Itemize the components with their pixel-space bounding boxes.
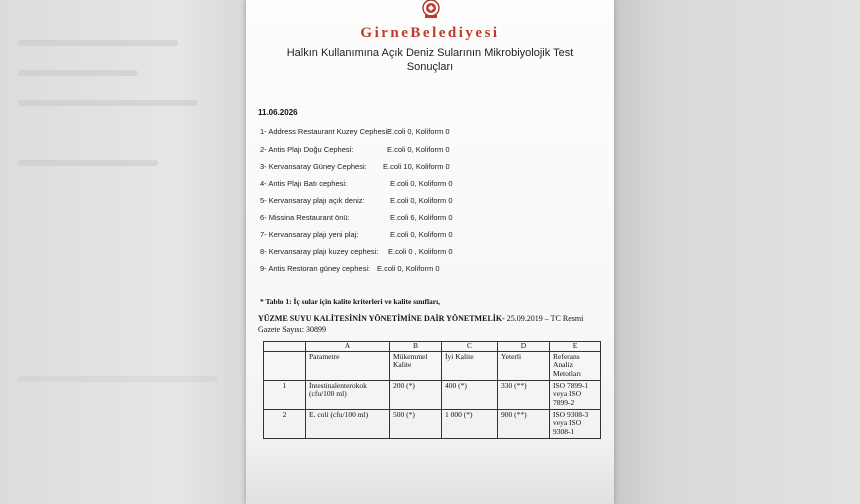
result-location: 6- Missina Restaurant önü: bbox=[260, 213, 350, 222]
table-cell: İntestinalenterokok (cfu/100 ml) bbox=[306, 380, 390, 409]
result-value: E.coli 0, Koliform 0 bbox=[390, 230, 453, 239]
result-value: E.coli 0, Koliform 0 bbox=[377, 264, 440, 273]
municipality-seal-icon bbox=[418, 0, 444, 20]
report-date: 11.06.2026 bbox=[258, 108, 298, 117]
column-letter: B bbox=[390, 342, 442, 352]
table-cell: 200 (*) bbox=[390, 380, 442, 409]
result-value: E.coli 10, Koliform 0 bbox=[383, 162, 450, 171]
table-cell: 400 (*) bbox=[442, 380, 498, 409]
table-cell: 1 bbox=[264, 380, 306, 409]
table-header-cell: Yeterli bbox=[498, 351, 550, 380]
result-location: 5- Kervansaray plajı açık deniz: bbox=[260, 196, 365, 205]
table-row bbox=[264, 409, 601, 438]
table-header-cell: Mükemmel Kalite bbox=[390, 351, 442, 380]
gazette-number: Gazete Sayısı: 30899 bbox=[258, 325, 326, 334]
blur-text-line bbox=[18, 70, 138, 76]
result-value: E.coli 0, Koliform 0 bbox=[387, 145, 450, 154]
result-location: 1- Address Restaurant Kuzey Cephesi : bbox=[260, 127, 392, 136]
table-header-cell: Referans Analiz Metotları bbox=[550, 351, 601, 380]
table-cell: 900 (**) bbox=[498, 409, 550, 438]
table-cell: 330 (**) bbox=[498, 380, 550, 409]
table-column-letters bbox=[264, 342, 601, 352]
table-row bbox=[264, 380, 601, 409]
table-caption: * Tablo 1: İç sular için kalite kriterleri ve kalite sınıfları, bbox=[260, 297, 441, 306]
column-letter: D bbox=[498, 342, 550, 352]
table-header-cell: Parametre bbox=[306, 351, 390, 380]
quality-criteria-table bbox=[263, 341, 601, 439]
result-value: E.coli 0 , Koliform 0 bbox=[388, 247, 453, 256]
result-value: E.coli 6, Koliform 0 bbox=[390, 213, 453, 222]
result-value: E.coli 0, Koliform 0 bbox=[387, 127, 450, 136]
table-cell: 500 (*) bbox=[390, 409, 442, 438]
document-title-line1: Halkın Kullanımına Açık Deniz Sularının Mikrobiyolojik Test bbox=[286, 47, 574, 59]
document-title-line2: Sonuçları bbox=[406, 61, 454, 73]
result-value: E.coli 0, Koliform 0 bbox=[390, 179, 453, 188]
table-header-row bbox=[264, 351, 601, 380]
brand-title: GirneBelediyesi bbox=[360, 25, 500, 41]
column-letter bbox=[264, 342, 306, 352]
table-cell: 2 bbox=[264, 409, 306, 438]
blur-text-line bbox=[18, 160, 158, 166]
regulation-name: YÜZME SUYU KALİTESİNİN YÖNETİMİNE DAİR YÖNETMELİK- bbox=[258, 314, 505, 323]
table-cell: ISO 7899-1 veya ISO 7899-2 bbox=[550, 380, 601, 409]
result-location: 8- Kervansaray plajı kuzey cephesi: bbox=[260, 247, 379, 256]
column-letter: E bbox=[550, 342, 601, 352]
paper-shadow bbox=[246, 440, 614, 504]
regulation-reference bbox=[258, 314, 583, 323]
result-location: 2- Antis Plajı Doğu Cephesi: bbox=[260, 145, 354, 154]
result-location: 9- Antis Restoran güney cephesi: bbox=[260, 264, 371, 273]
background-left bbox=[0, 0, 250, 504]
blur-text-line bbox=[18, 100, 198, 106]
column-letter: C bbox=[442, 342, 498, 352]
result-location: 4- Antis Plajı Batı cephesi: bbox=[260, 179, 348, 188]
blur-text-line bbox=[18, 376, 218, 382]
table-header-cell: İyi Kalite bbox=[442, 351, 498, 380]
column-letter: A bbox=[306, 342, 390, 352]
table-cell: E. coli (cfu/100 ml) bbox=[306, 409, 390, 438]
background-right bbox=[612, 0, 860, 504]
table-header-cell bbox=[264, 351, 306, 380]
result-location: 7- Kervansaray plajı yeni plaj: bbox=[260, 230, 359, 239]
blur-text-line bbox=[18, 40, 178, 46]
table-cell: 1 000 (*) bbox=[442, 409, 498, 438]
result-value: E.coli 0, Koliform 0 bbox=[390, 196, 453, 205]
regulation-date: 25.09.2019 – TC Resmi bbox=[504, 314, 584, 323]
result-location: 3- Kervansaray Güney Cephesi: bbox=[260, 162, 367, 171]
table-cell: ISO 9308-3 veya ISO 9308-1 bbox=[550, 409, 601, 438]
